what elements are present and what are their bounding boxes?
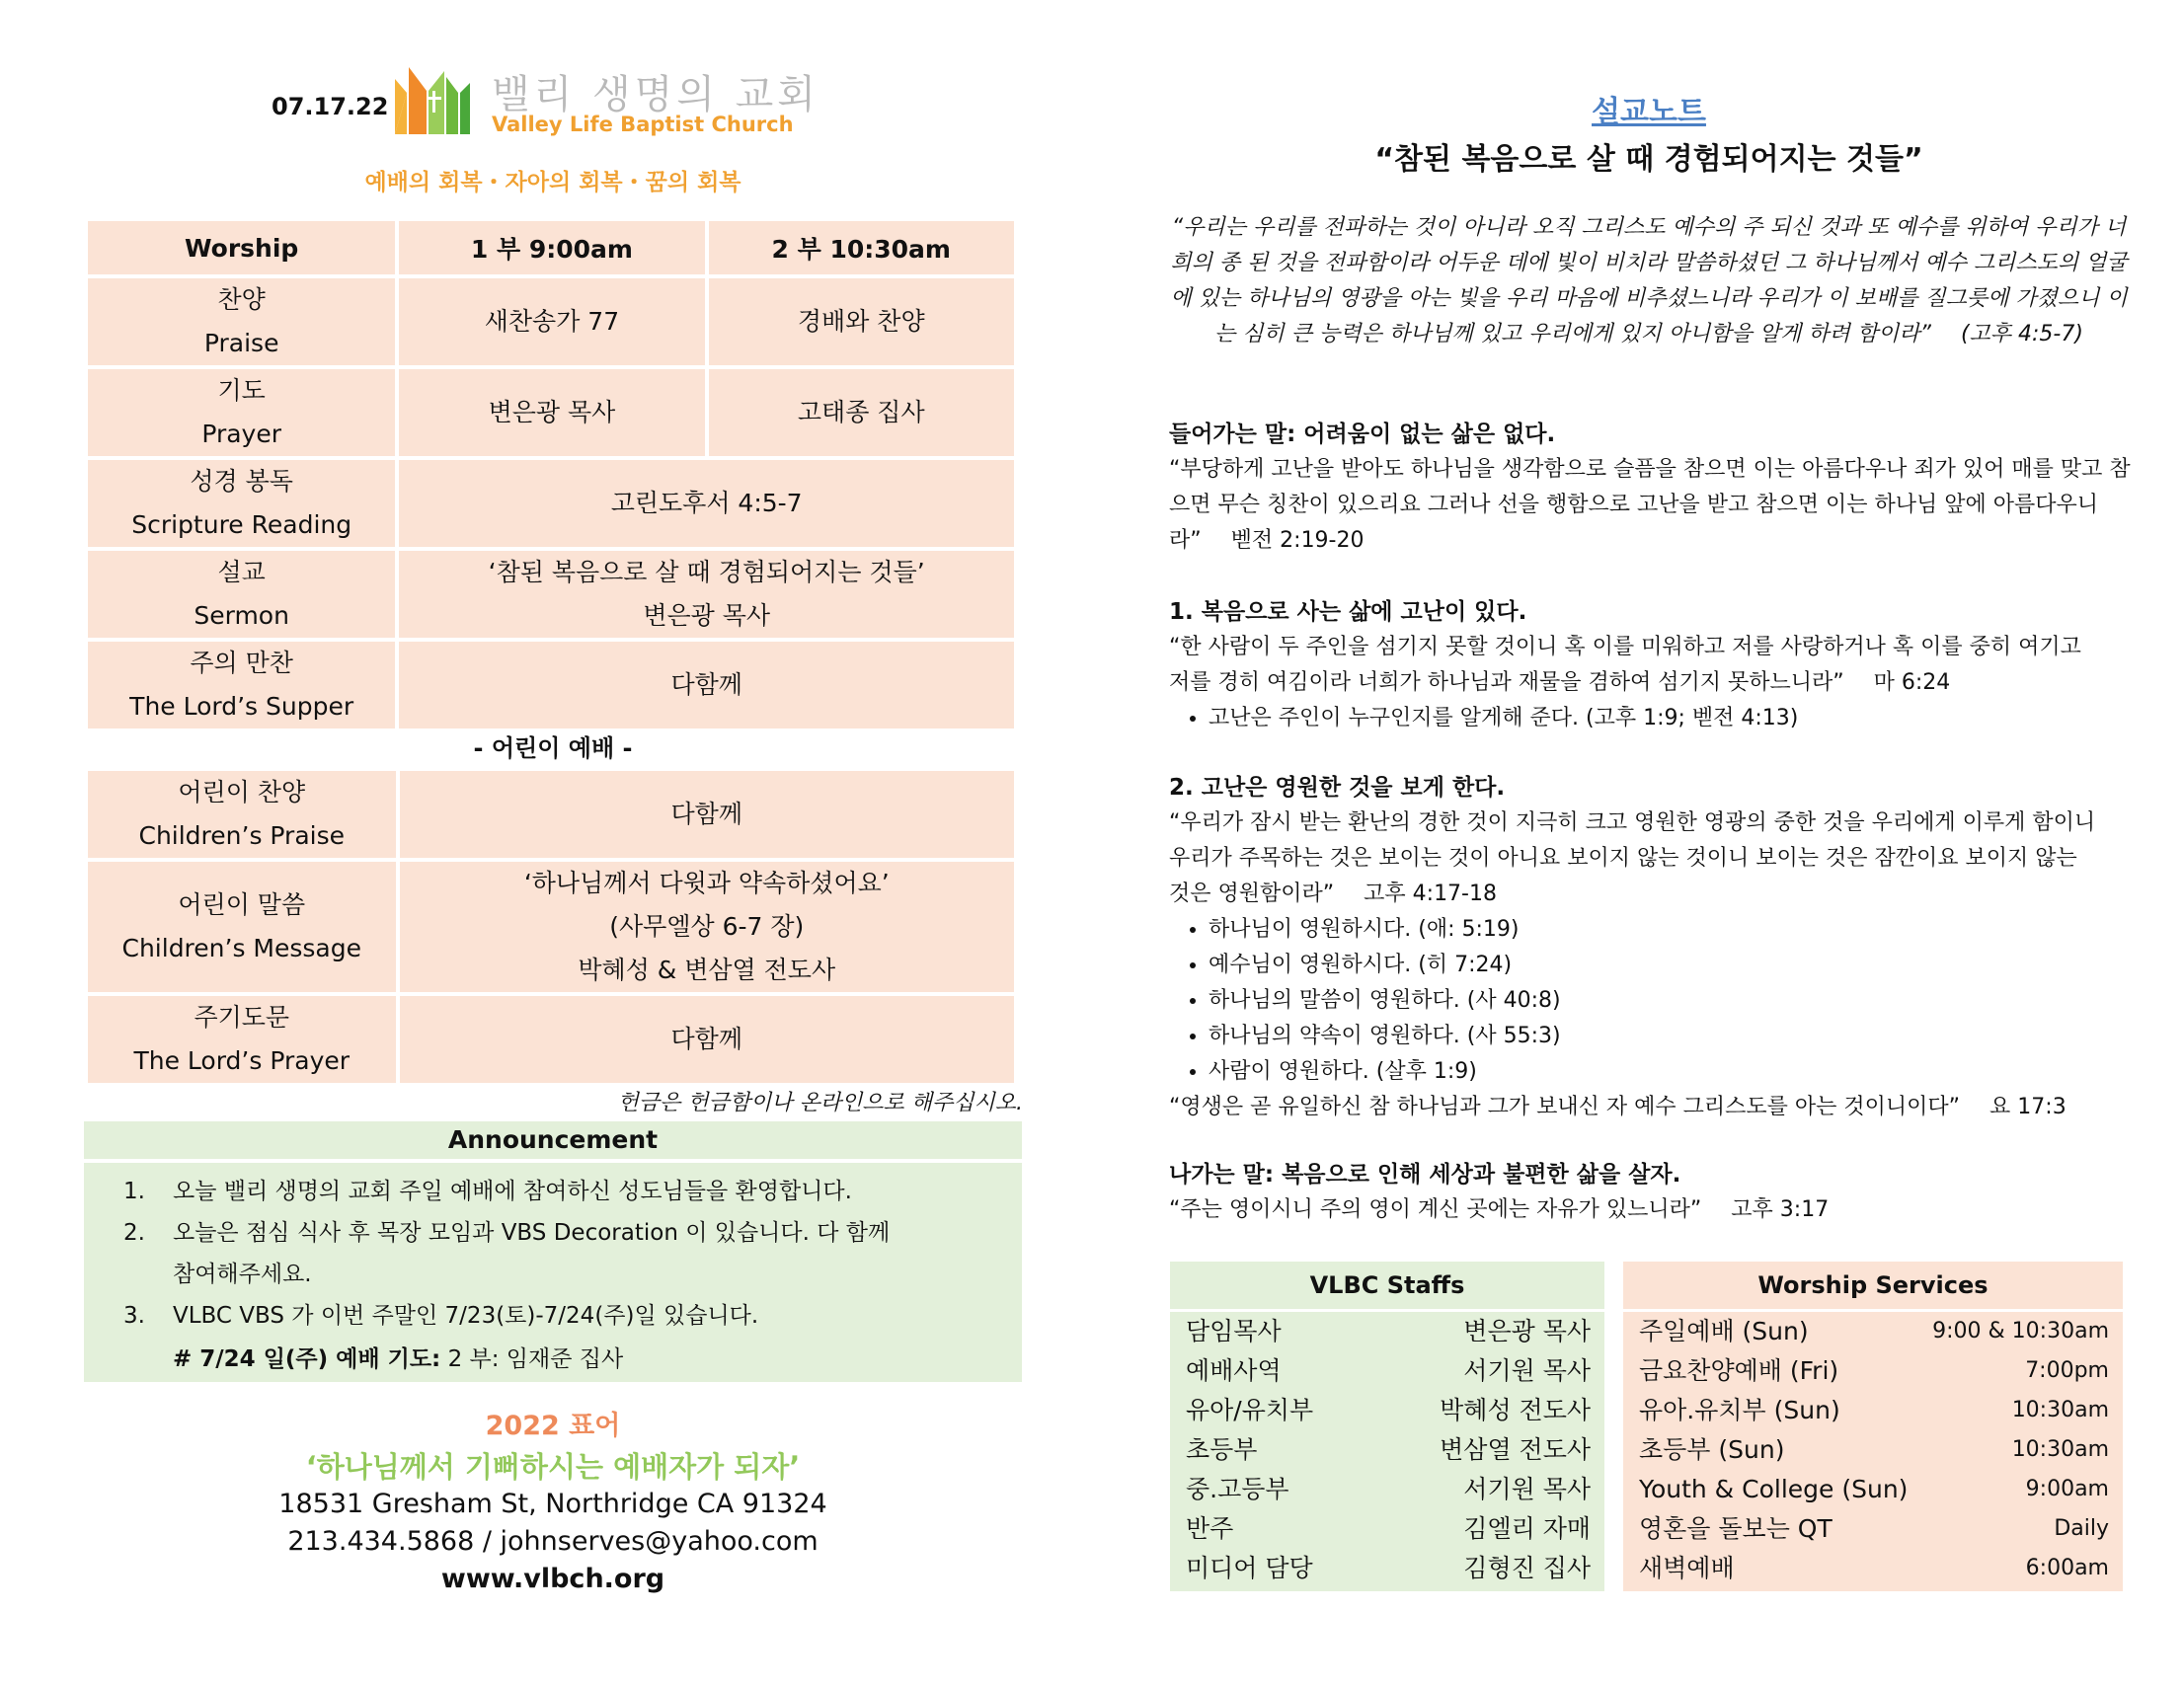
order-item-cell <box>88 278 395 365</box>
table-row <box>1170 1351 1604 1391</box>
second-service-cell: 고태종 집사 <box>709 369 1014 456</box>
column-header: Worship <box>88 221 395 274</box>
item-korean: 설교 <box>217 558 266 586</box>
section-closing: “영생은 곧 유일하신 참 하나님과 그가 보내신 자 예수 그리스도를 아는 것이니이다” 요 17:3 <box>1169 1095 2067 1119</box>
message-title: ‘하나님께서 다윗과 약속하셨어요’ <box>523 869 890 897</box>
list-item <box>123 1171 1012 1212</box>
table-row <box>1623 1509 2123 1549</box>
announcement-box <box>84 1163 1022 1382</box>
list-item: • 고난은 주인이 누구인지를 알게해 준다. (고후 1:9; 벧전 4:13) <box>1209 701 2146 736</box>
table-row <box>1623 1391 2123 1430</box>
bulletin-date: 07.17.22 <box>272 93 389 120</box>
table-row <box>88 460 1014 547</box>
section-text: “우리가 잠시 받는 환난의 경한 것이 지극히 크고 영원한 영광의 중한 것을 우리에게 이루게 함이니 우리가 주목하는 것은 보이는 것이 아니요 보이지 않는 것이니 보이는 것은 잠깐이요 보이지 않는 것은 영원함이라” 고후 4:17-18 <box>1169 810 2096 906</box>
staff-name: 김엘리 자매 <box>1463 1514 1591 1543</box>
section-text: “부당하게 고난을 받아도 하나님을 생각함으로 슬픔을 참으면 이는 아름다우나 죄가 있어 매를 맞고 참으면 무슨 칭찬이 있으리요 그러나 선을 행함으로 고난을 받고 참으면 이는 하나님 앞에 아름다우니라” 벧전 2:19-20 <box>1169 457 2131 553</box>
list-item <box>123 1295 1012 1337</box>
item-text: 오늘 밸리 생명의 교회 주일 예배에 참여하신 성도님들을 환영합니다. <box>173 1179 852 1204</box>
combined-service-cell: 다함께 <box>400 771 1014 858</box>
item-text: VLBC VBS 가 이번 주말인 7/23(토)-7/24(주)일 있습니다. <box>173 1303 759 1329</box>
service-time: 9:00am <box>2025 1477 2109 1501</box>
section-reference: 벧전 2:19-20 <box>1230 528 1365 553</box>
item-korean: 주기도문 <box>194 1003 290 1032</box>
bulletin-right-page <box>1155 0 2143 1688</box>
bulletin-left-page <box>0 0 1086 1688</box>
section-reference: 마 6:24 <box>1873 670 1951 695</box>
item-english: Praise <box>203 329 279 357</box>
service-time: Daily <box>2054 1516 2109 1541</box>
table-row <box>1170 1509 1604 1549</box>
item-english: Children’s Message <box>121 934 362 962</box>
service-name: 영혼을 돌보는 QT <box>1639 1514 1833 1543</box>
children-worship-table <box>84 767 1018 1087</box>
list-item: • 하나님의 약속이 영원하다. (사 55:3) <box>1209 1019 2146 1054</box>
staff-role: 초등부 <box>1186 1435 1258 1464</box>
table-row <box>88 369 1014 456</box>
offering-note: 헌금은 헌금함이나 온라인으로 해주십시오. <box>617 1091 1023 1115</box>
list-item: • 하나님의 말씀이 영원하다. (사 40:8) <box>1209 983 2146 1019</box>
staff-name: 박혜성 전도사 <box>1440 1396 1591 1424</box>
staff-name: 변은광 목사 <box>1463 1317 1591 1345</box>
quote-text: “우리는 우리를 전파하는 것이 아니라 오직 그리스도 예수의 주 되신 것과 또 예수를 위하여 우리가 너희의 종 된 것을 전파함이라 어두운 데에 빛이 비치라 말씀하셨던 그 하나님께서 예수 그리스도의 얼굴에 있는 하나님의 영광을 아는 빛을 우리 마음에 비추셨느니라 우리가 이 보배를 질그릇에 가졌으니 이는 심히 큰 능력은 하나님께 있고 우리에게 있지 아니함을 알게 하려 함이라” <box>1170 215 2128 346</box>
sermon-point-1 <box>1169 594 2146 736</box>
children-worship-heading: - 어린이 예배 - <box>473 734 633 762</box>
table-row <box>1623 1351 2123 1391</box>
worship-table-header <box>88 221 1014 274</box>
item-korean: 어린이 말씀 <box>178 890 306 919</box>
table-row <box>1170 1470 1604 1509</box>
prayer-assignment <box>173 1341 623 1373</box>
sermon-title: ‘참된 복음으로 살 때 경험되어지는 것들’ <box>488 558 925 586</box>
church-logo-icon <box>393 65 472 136</box>
table-row <box>1623 1549 2123 1588</box>
column-header: 2 부 10:30am <box>709 221 1014 274</box>
staff-name: 변삼열 전도사 <box>1440 1435 1591 1464</box>
item-number: 1. <box>123 1179 145 1204</box>
service-time: 9:00 & 10:30am <box>1932 1319 2109 1343</box>
item-text: 오늘은 점심 식사 후 목장 모임과 VBS Decoration 이 있습니다. 다 함께 참여해주세요. <box>173 1220 891 1287</box>
church-name-english: Valley Life Baptist Church <box>492 113 794 136</box>
list-item <box>123 1212 1012 1295</box>
church-motto: 예배의 회복・자아의 회복・꿈의 회복 <box>364 170 741 195</box>
church-contact: 213.434.5868 / johnserves@yahoo.com <box>287 1526 819 1557</box>
table-row <box>88 996 1014 1083</box>
sermon-preacher: 변은광 목사 <box>643 601 771 630</box>
table-row <box>88 551 1014 638</box>
section-heading: 들어가는 말: 어려움이 없는 삶은 없다. <box>1169 422 1556 447</box>
prayer-value: 2 부: 임재준 집사 <box>447 1346 624 1372</box>
list-item: • 사람이 영원하다. (살후 1:9) <box>1209 1054 2146 1090</box>
staff-role: 미디어 담당 <box>1186 1554 1313 1582</box>
message-speakers: 박혜성 & 변삼열 전도사 <box>578 956 836 984</box>
service-name: 유아.유치부 (Sun) <box>1639 1396 1840 1424</box>
second-service-cell: 경배와 찬양 <box>709 278 1014 365</box>
church-website-link[interactable]: www.vlbch.org <box>440 1564 665 1594</box>
order-item-cell <box>88 642 395 729</box>
prayer-label: # 7/24 일(주) 예배 기도: <box>173 1346 441 1372</box>
table-row <box>88 642 1014 729</box>
item-number: 2. <box>123 1220 145 1246</box>
combined-service-cell: 고린도후서 4:5-7 <box>399 460 1014 547</box>
services-heading: Worship Services <box>1623 1262 2123 1312</box>
sermon-point-2 <box>1169 770 2146 1125</box>
combined-service-cell <box>400 862 1014 992</box>
order-item-cell <box>88 862 396 992</box>
worship-services-box <box>1623 1262 2123 1591</box>
item-korean: 기도 <box>217 376 266 405</box>
first-service-cell: 새찬송가 77 <box>399 278 704 365</box>
table-row <box>1170 1430 1604 1470</box>
item-english: Prayer <box>201 420 282 448</box>
combined-service-cell: 다함께 <box>399 642 1014 729</box>
staff-name: 서기원 목사 <box>1463 1356 1591 1385</box>
list-item: • 예수님이 영원하시다. (히 7:24) <box>1209 948 2146 983</box>
item-korean: 어린이 찬양 <box>178 778 306 806</box>
staff-box <box>1170 1262 1604 1591</box>
section-heading: 2. 고난은 영원한 것을 보게 한다. <box>1169 775 1506 801</box>
section-text: “한 사람이 두 주인을 섬기지 못할 것이니 혹 이를 미워하고 저를 사랑하거나 혹 이를 중히 여기고 저를 경히 여김이라 너희가 하나님과 재물을 겸하여 섬기지 못하느니라” 마 6:24 <box>1169 635 2081 695</box>
list-item: • 하나님이 영원하시다. (애: 5:19) <box>1209 912 2146 948</box>
service-name: 새벽예배 <box>1639 1554 1735 1582</box>
service-time: 10:30am <box>2011 1398 2109 1422</box>
item-korean: 찬양 <box>217 285 266 314</box>
table-row <box>88 862 1014 992</box>
announcement-list <box>123 1171 1012 1337</box>
section-heading: 1. 복음으로 사는 삶에 고난이 있다. <box>1169 599 1527 625</box>
church-name-korean: 밸리 생명의 교회 <box>492 72 819 117</box>
section-reference: 요 17:3 <box>1989 1095 2067 1119</box>
service-name: 주일예배 (Sun) <box>1639 1317 1809 1345</box>
staff-role: 유아/유치부 <box>1186 1396 1314 1424</box>
service-name: 초등부 (Sun) <box>1639 1435 1785 1464</box>
order-item-cell <box>88 771 396 858</box>
combined-service-cell: 다함께 <box>400 996 1014 1083</box>
year-motto-heading: 2022 표어 <box>485 1411 621 1441</box>
service-time: 10:30am <box>2011 1437 2109 1462</box>
message-passage: (사무엘상 6-7 장) <box>609 912 805 941</box>
table-row <box>1170 1549 1604 1588</box>
item-korean: 성경 봉독 <box>190 467 293 496</box>
year-motto: ‘하나님께서 기뻐하시는 예배자가 되자’ <box>305 1450 801 1484</box>
point-bullet-list <box>1169 912 2146 1090</box>
service-name: Youth & College (Sun) <box>1639 1475 1909 1503</box>
item-korean: 주의 만찬 <box>190 649 293 677</box>
service-time: 6:00am <box>2025 1556 2109 1580</box>
column-header: 1 부 9:00am <box>399 221 704 274</box>
staff-role: 담임목사 <box>1186 1317 1282 1345</box>
section-text: “주는 영이시니 주의 영이 계신 곳에는 자유가 있느니라” 고후 3:17 <box>1169 1197 1830 1222</box>
order-item-cell <box>88 996 396 1083</box>
service-time: 7:00pm <box>2025 1358 2109 1383</box>
sermon-scripture-quote <box>1165 210 2133 352</box>
order-item-cell <box>88 460 395 547</box>
item-english: The Lord’s Prayer <box>133 1046 351 1075</box>
order-item-cell <box>88 369 395 456</box>
order-item-cell <box>88 551 395 638</box>
worship-order-table <box>84 217 1018 732</box>
church-address: 18531 Gresham St, Northridge CA 91324 <box>278 1489 827 1519</box>
section-heading: 나가는 말: 복음으로 인해 세상과 불편한 삶을 살자. <box>1169 1162 1681 1188</box>
combined-service-cell <box>399 551 1014 638</box>
section-reference: 고후 4:17-18 <box>1364 882 1497 906</box>
table-row <box>1623 1312 2123 1351</box>
sermon-intro <box>1169 417 2146 559</box>
table-row <box>1170 1312 1604 1351</box>
quote-reference: (고후 4:5-7) <box>1960 322 2083 346</box>
announcement-heading: Announcement <box>84 1121 1022 1159</box>
section-reference: 고후 3:17 <box>1731 1197 1830 1222</box>
sermon-title: “참된 복음으로 살 때 경험되어지는 것들” <box>1374 142 1923 177</box>
service-name: 금요찬양예배 (Fri) <box>1639 1356 1839 1385</box>
staff-name: 김형진 집사 <box>1463 1554 1591 1582</box>
item-english: Children’s Praise <box>138 821 346 850</box>
item-english: Scripture Reading <box>131 510 352 539</box>
table-row <box>88 771 1014 858</box>
staff-role: 중.고등부 <box>1186 1475 1289 1503</box>
item-english: Sermon <box>194 601 289 630</box>
first-service-cell: 변은광 목사 <box>399 369 704 456</box>
staff-heading: VLBC Staffs <box>1170 1262 1604 1312</box>
sermon-outro <box>1169 1157 2146 1228</box>
table-row <box>1170 1391 1604 1430</box>
item-number: 3. <box>123 1303 145 1329</box>
item-english: The Lord’s Supper <box>129 692 354 721</box>
table-row <box>88 278 1014 365</box>
staff-role: 반주 <box>1186 1514 1234 1543</box>
staff-role: 예배사역 <box>1186 1356 1282 1385</box>
table-row <box>1623 1470 2123 1509</box>
point-bullet-list <box>1169 701 2146 736</box>
table-row <box>1623 1430 2123 1470</box>
sermon-notes-label: 설교노트 <box>1592 95 1706 129</box>
staff-name: 서기원 목사 <box>1463 1475 1591 1503</box>
